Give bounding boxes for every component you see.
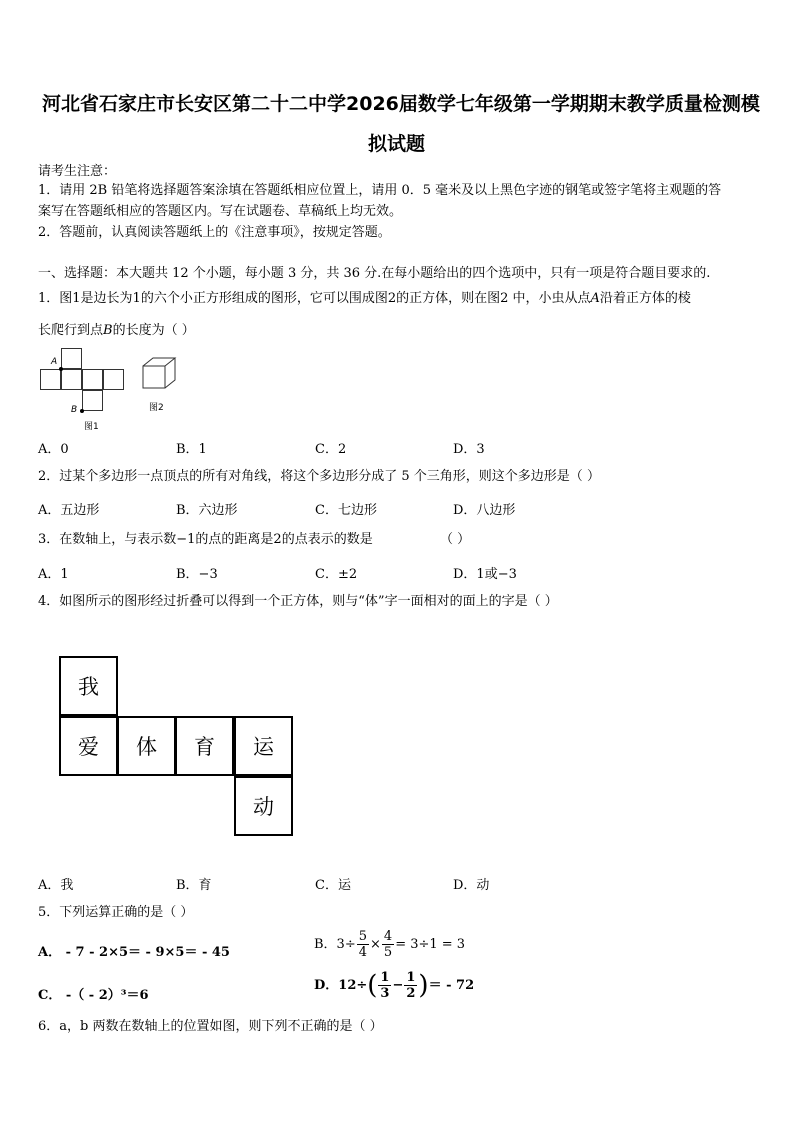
notice-heading: 请考生注意： — [38, 164, 117, 179]
q3-option-c[interactable]: C．±2 — [315, 567, 358, 582]
q2-option-a[interactable]: A．五边形 — [38, 503, 100, 518]
notice-item1-line1: 1．请用 2B 铅笔将选择题答案涂填在答题纸相应位置上，请用 0．5 毫米及以上黑色字迹的钢笔或签字笔将主观题的答 — [38, 183, 722, 198]
q2-text: 2．过某个多边形一点顶点的所有对角线，将这个多边形分成了 5 个三角形，则这个多边形是（ ） — [38, 469, 600, 484]
q1-option-a[interactable]: A．0 — [38, 442, 69, 457]
q4-option-b[interactable]: B．育 — [176, 878, 212, 893]
q1-option-b[interactable]: B．1 — [176, 442, 207, 457]
fraction: $\frac{4}{5}$ — [383, 929, 393, 960]
page-title-line2: 拟试题 — [368, 133, 426, 155]
q2-option-b[interactable]: B．六边形 — [176, 503, 238, 518]
q4-option-d[interactable]: D．动 — [453, 878, 490, 893]
fig-label-a: A — [51, 357, 58, 367]
net-cell: 动 — [234, 776, 293, 836]
q2-option-c[interactable]: C．七边形 — [315, 503, 377, 518]
q5d-prefix: D．12÷ — [314, 978, 368, 993]
q4-option-c[interactable]: C．运 — [315, 878, 351, 893]
q5b-prefix: B．3÷ — [314, 937, 356, 952]
net-cell: 我 — [59, 656, 118, 716]
fig1-caption: 图1 — [84, 422, 99, 432]
page-title-line1: 河北省石家庄市长安区第二十二中学2026届数学七年级第一学期期末教学质量检测模 — [42, 93, 760, 115]
net-cell: 育 — [175, 716, 234, 776]
q6-text: 6．a，b 两数在数轴上的位置如图，则下列不正确的是（ ） — [38, 1019, 383, 1034]
net-square — [103, 369, 124, 390]
times-sign: × — [370, 937, 381, 952]
fraction: $\frac{1}{2}$ — [406, 970, 416, 1001]
q3-answer-paren: （ ） — [440, 532, 471, 547]
q5-option-c[interactable]: C． -（ - 2）³＝6 — [38, 988, 149, 1003]
q4-option-a[interactable]: A．我 — [38, 878, 74, 893]
fraction: $\frac{1}{3}$ — [380, 970, 390, 1001]
q3-option-b[interactable]: B．−3 — [176, 567, 218, 582]
q4-text: 4．如图所示的图形经过折叠可以得到一个正方体，则与“体”字一面相对的面上的字是（ ） — [38, 594, 558, 609]
net-square — [61, 348, 82, 369]
point-a-dot — [59, 367, 63, 371]
q5-option-d[interactable]: D．12÷( $\frac{1}{3}$ − $\frac{1}{2}$ )＝ - 72 — [314, 970, 475, 1001]
net-cell: 运 — [234, 716, 293, 776]
fig-label-b: B — [71, 405, 78, 415]
q5b-suffix: = 3÷1 = 3 — [395, 937, 466, 952]
net-square — [82, 390, 103, 411]
net-square — [61, 369, 82, 390]
q1-option-c[interactable]: C．2 — [315, 442, 347, 457]
notice-item1-line2: 案写在答题纸相应的答题区内。写在试题卷、草稿纸上均无效。 — [38, 204, 403, 219]
q3-option-a[interactable]: A．1 — [38, 567, 69, 582]
q5d-suffix: ＝ - 72 — [428, 978, 475, 993]
q1-text-line1: 1．图1是边长为1的六个小正方形组成的图形，它可以围成图2的正方体，则在图2 中，小虫从点A沿着正方体的棱 — [38, 291, 691, 306]
q1-text-line2: 长爬行到点B的长度为（ ） — [38, 323, 195, 338]
cube-drawing — [142, 357, 178, 391]
net-cell: 爱 — [59, 716, 118, 776]
q2-option-d[interactable]: D．八边形 — [453, 503, 516, 518]
fig2-caption: 图2 — [149, 403, 164, 413]
notice-item2: 2．答题前，认真阅读答题纸上的《注意事项》，按规定答题。 — [38, 225, 391, 240]
q3-text: 3．在数轴上，与表示数−1的点的距离是2的点表示的数是 — [38, 532, 373, 547]
section-heading: 一、选择题：本大题共 12 个小题，每小题 3 分，共 36 分.在每小题给出的四个选项中，只有一项是符合题目要求的. — [38, 266, 711, 281]
q5-option-a[interactable]: A． - 7 - 2×5＝ - 9×5＝ - 45 — [38, 945, 230, 960]
q5-option-b[interactable] — [314, 929, 465, 960]
q5-text: 5．下列运算正确的是（ ） — [38, 905, 194, 920]
fraction: $\frac{5}{4}$ — [358, 929, 367, 960]
net-square — [40, 369, 61, 390]
net-square — [82, 369, 103, 390]
net-cell: 体 — [117, 716, 176, 776]
point-b-dot — [80, 409, 84, 413]
q1-option-d[interactable]: D．3 — [453, 442, 485, 457]
minus-sign: − — [392, 978, 404, 993]
q3-option-d[interactable]: D．1或−3 — [453, 567, 517, 582]
